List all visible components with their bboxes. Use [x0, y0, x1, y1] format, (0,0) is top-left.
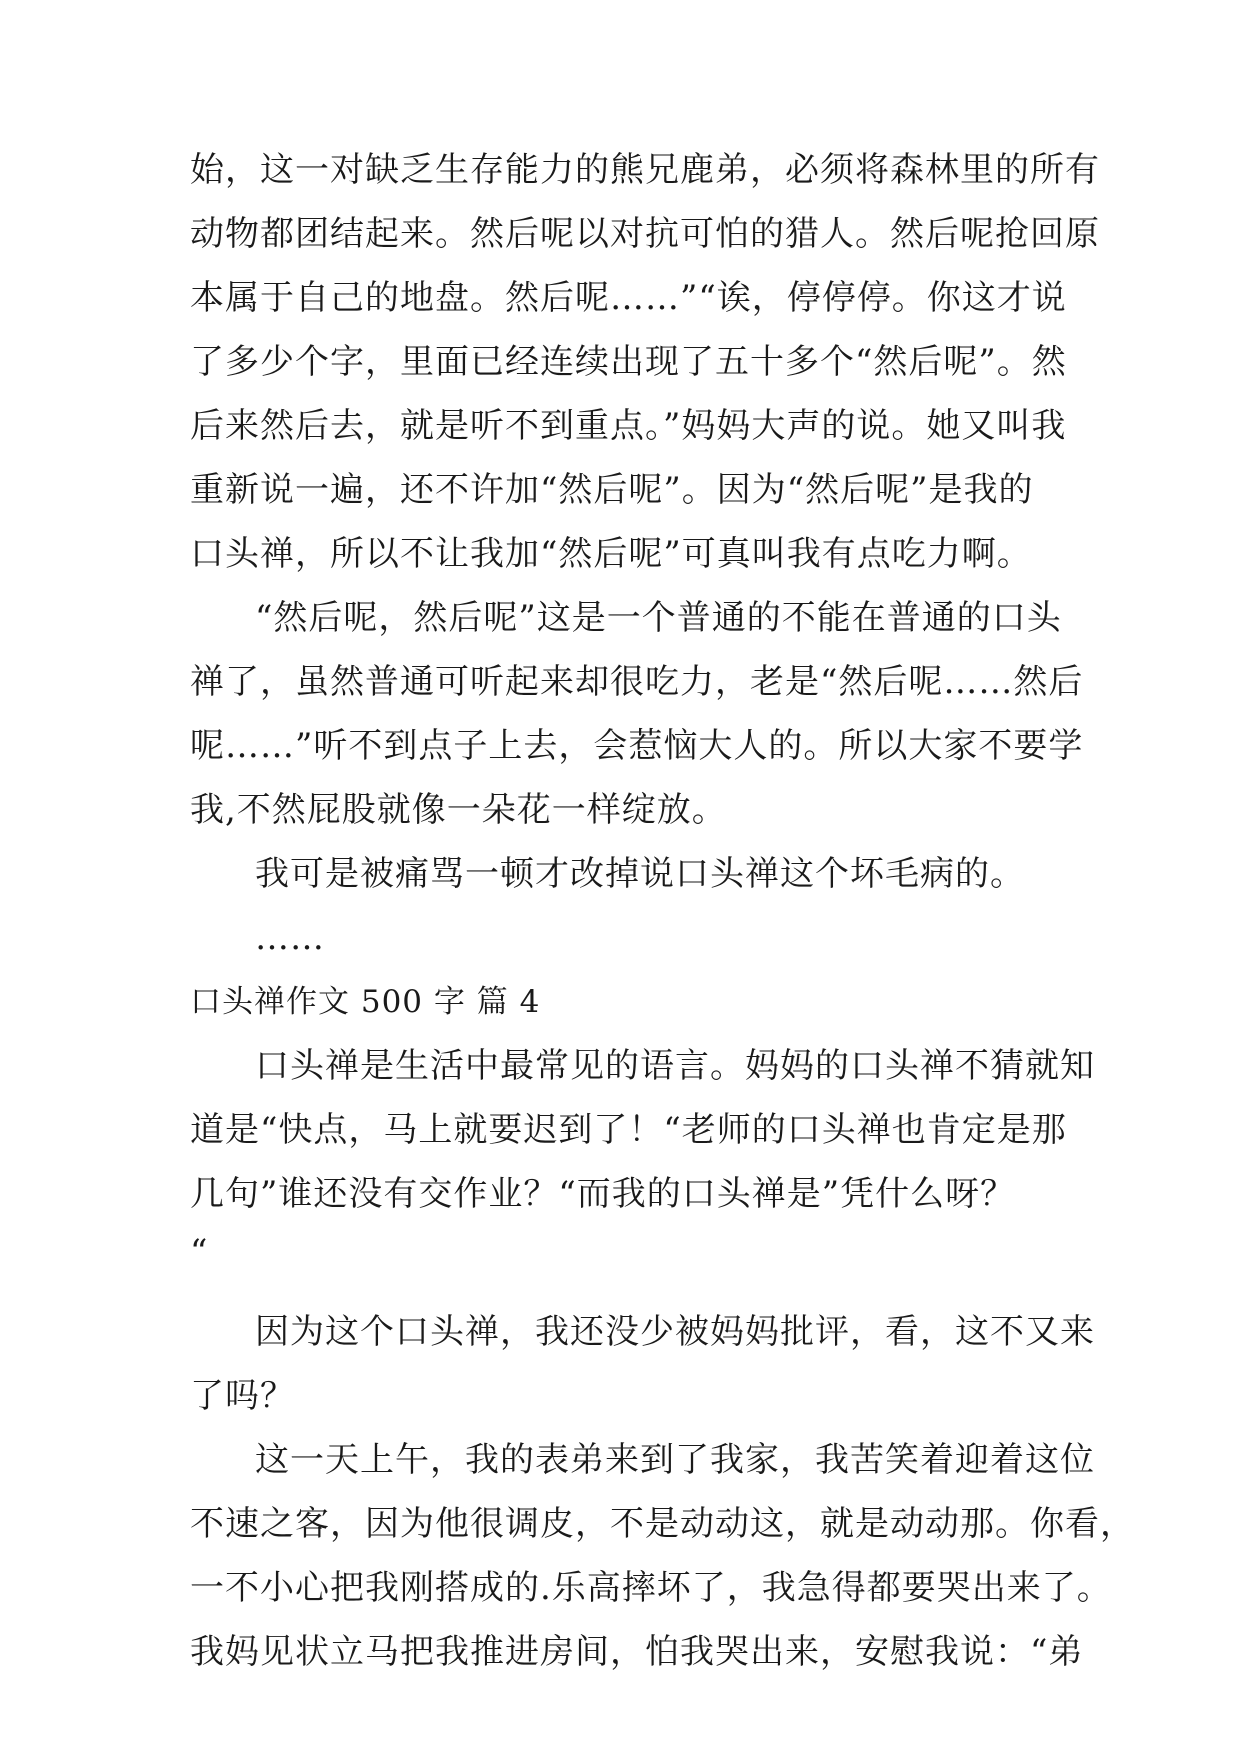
paragraph-line: 不速之客，因为他很调皮，不是动动这，就是动动那。你看， [190, 1504, 1135, 1544]
paragraph-line: 禅了，虽然普通可听起来却很吃力，老是“然后呢……然后 [190, 662, 1084, 702]
paragraph-line: 一不小心把我刚搭成的.乐高摔坏了，我急得都要哭出来了。 [190, 1568, 1112, 1608]
ellipsis-line: …… [255, 918, 325, 958]
paragraph-line: 我可是被痛骂一顿才改掉说口头禅这个坏毛病的。 [255, 854, 1025, 894]
paragraph-line: 始，这一对缺乏生存能力的熊兄鹿弟，必须将森林里的所有 [190, 150, 1100, 190]
paragraph-line: 本属于自己的地盘。然后呢……”“诶，停停停。你这才说 [190, 278, 1067, 318]
paragraph-line: 后来然后去，就是听不到重点。”妈妈大声的说。她又叫我 [190, 406, 1067, 446]
paragraph-line: 了吗？ [190, 1376, 295, 1416]
paragraph-line: 因为这个口头禅，我还没少被妈妈批评，看，这不又来 [255, 1312, 1095, 1352]
paragraph-line: 重新说一遍，还不许加“然后呢”。因为“然后呢”是我的 [190, 470, 1034, 510]
paragraph-line: 这一天上午，我的表弟来到了我家，我苦笑着迎着这位 [255, 1440, 1095, 1480]
paragraph-line: “然后呢，然后呢”这是一个普通的不能在普通的口头 [255, 598, 1062, 638]
paragraph-line: 呢……”听不到点子上去，会惹恼大人的。所以大家不要学 [190, 726, 1084, 766]
section-heading: 口头禅作文 500 字 篇 4 [190, 984, 541, 1020]
paragraph-line: 动物都团结起来。然后呢以对抗可怕的猎人。然后呢抢回原 [190, 214, 1100, 254]
paragraph-line: 了多少个字，里面已经连续出现了五十多个“然后呢”。然 [190, 342, 1067, 382]
paragraph-line: “ [190, 1232, 209, 1272]
paragraph-line: 我妈见状立马把我推进房间，怕我哭出来，安慰我说：“弟 [190, 1632, 1084, 1672]
paragraph-line: 道是“快点，马上就要迟到了！“老师的口头禅也肯定是那 [190, 1110, 1067, 1150]
paragraph-line: 几句”谁还没有交作业？“而我的口头禅是”凭什么呀？ [190, 1174, 1016, 1214]
paragraph-line: 口头禅，所以不让我加“然后呢”可真叫我有点吃力啊。 [190, 534, 1032, 574]
paragraph-line: 口头禅是生活中最常见的语言。妈妈的口头禅不猜就知 [255, 1046, 1095, 1086]
paragraph-line: 我,不然屁股就像一朵花一样绽放。 [190, 790, 727, 830]
